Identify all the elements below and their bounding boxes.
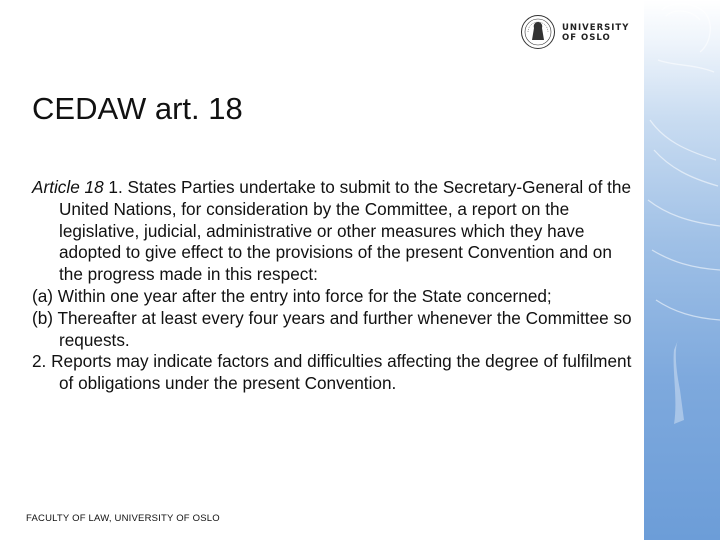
logo-line1: UNIVERSITY: [562, 23, 630, 33]
paragraph-1-text: 1. States Parties undertake to submit to the Secretary-General of the United Nations, for consideration by the Committee, a report on the legislative, judicial, administrative or other measures which they have adopted to give effect to the provisions of the present Convention and on the progress made in this respect:: [59, 177, 632, 285]
decorative-side-band: [644, 0, 720, 540]
university-wordmark: [562, 23, 629, 43]
article-paragraph-1: [32, 177, 632, 286]
university-seal-icon: [520, 14, 556, 50]
article-body: [32, 177, 632, 395]
statue-graphic: [644, 0, 720, 540]
article-paragraph-a: (a) Within one year after the entry into force for the State concerned;: [32, 285, 552, 306]
article-label: Article 18: [32, 177, 104, 197]
university-logo: [520, 14, 640, 52]
article-paragraph-b: (b) Thereafter at least every four years and further whenever the Committee so requests.: [32, 307, 632, 350]
footer-text: FACULTY OF LAW, UNIVERSITY OF OSLO: [26, 513, 220, 524]
slide-title: CEDAW art. 18: [32, 91, 243, 126]
article-paragraph-2: 2. Reports may indicate factors and difficulties affecting the degree of fulfilment of obligations under the present Convention.: [32, 351, 632, 394]
logo-line2: OF OSLO: [562, 33, 611, 43]
